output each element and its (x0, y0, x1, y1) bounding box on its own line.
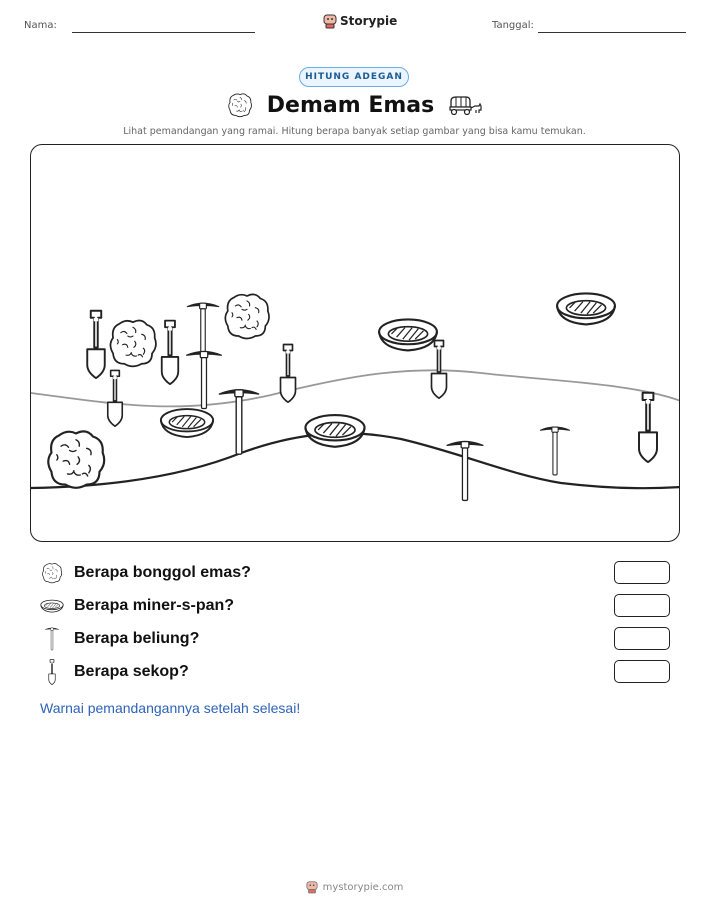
pickaxe (447, 442, 483, 501)
question-text: Berapa beliung? (74, 630, 200, 647)
activity-badge: HITUNG ADEGAN (299, 67, 409, 87)
brand-name: Storypie (340, 14, 398, 28)
site-footer (0, 880, 709, 894)
gold-nugget (225, 294, 269, 338)
gold-nugget (48, 431, 104, 487)
gold-pan-icon (40, 594, 64, 618)
gold-nugget-icon (40, 561, 64, 585)
gold-pan (379, 319, 437, 350)
date-field[interactable] (538, 32, 686, 33)
coloring-note: Warnai pemandangannya setelah selesai! (40, 700, 301, 716)
storypie-mascot-icon (306, 880, 318, 894)
name-label: Nama: (24, 20, 57, 31)
answer-box-nuggets[interactable] (614, 561, 670, 584)
gold-nugget (110, 321, 155, 367)
page-title: Demam Emas (266, 92, 435, 118)
question-text: Berapa miner-s-pan? (74, 597, 235, 614)
pickaxe (187, 351, 222, 408)
shovel (639, 393, 657, 462)
instructions: Lihat pemandangan yang ramai. Hitung berapa banyak setiap gambar yang bisa kamu temukan. (123, 126, 586, 137)
gold-pan (305, 415, 364, 447)
shovel (108, 370, 123, 426)
question-text: Berapa bonggol emas? (74, 564, 251, 581)
answer-box-pans[interactable] (614, 594, 670, 617)
question-row-pans (40, 593, 670, 619)
question-row-shovels (40, 659, 670, 685)
question-text: Berapa sekop? (74, 663, 189, 680)
gold-pan (161, 409, 213, 437)
brand-logo (323, 13, 397, 29)
shovel (162, 321, 179, 385)
shovel (432, 341, 447, 399)
pickaxe (187, 303, 218, 355)
pickaxe-icon (40, 627, 64, 651)
covered-wagon-icon (448, 95, 482, 115)
shovel-icon (40, 660, 64, 684)
name-field[interactable] (72, 32, 255, 33)
answer-box-shovels[interactable] (614, 660, 670, 683)
shovel (281, 345, 296, 403)
question-row-pickaxes (40, 626, 670, 652)
pickaxe (540, 427, 569, 475)
shovel (87, 311, 105, 378)
question-row-nuggets (40, 560, 670, 586)
gold-pan (557, 293, 615, 324)
counting-scene (30, 144, 680, 542)
gold-nugget-icon (227, 92, 253, 118)
date-label: Tanggal: (492, 20, 534, 31)
storypie-mascot-icon (323, 13, 337, 29)
back-hill-line (31, 370, 680, 406)
site-url[interactable]: mystorypie.com (322, 881, 404, 893)
answer-box-pickaxes[interactable] (614, 627, 670, 650)
